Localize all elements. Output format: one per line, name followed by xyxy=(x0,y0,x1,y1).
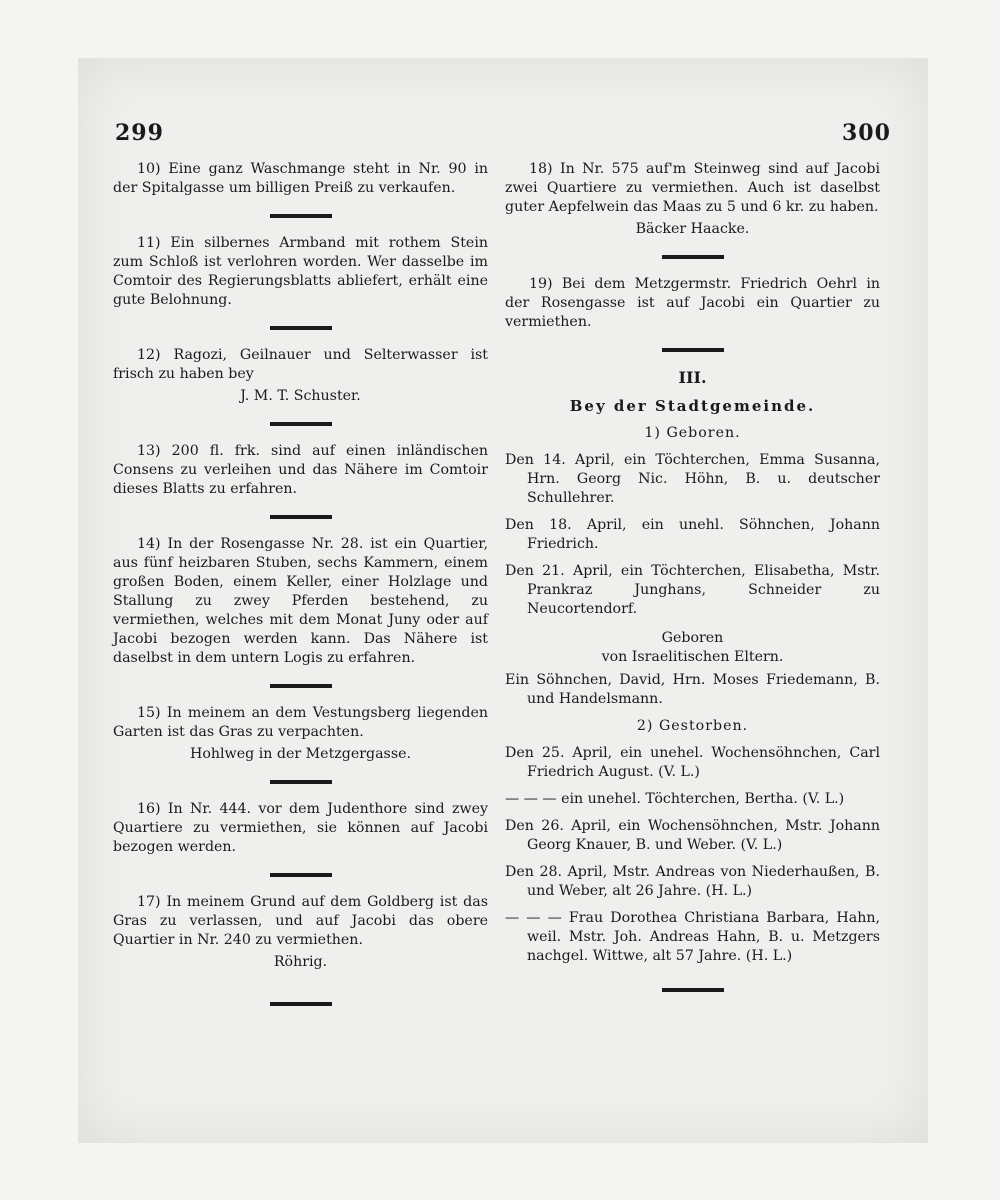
notice-signature: Bäcker Haacke. xyxy=(635,221,750,237)
notice-13 xyxy=(113,442,488,499)
separator-rule xyxy=(270,873,332,877)
death-record: Den 28. April, Mstr. Andreas von Niederhaußen, B. und Weber, alt 26 Jahre. (H. L.) xyxy=(505,864,880,899)
section-number: III. xyxy=(678,368,707,387)
notice-10 xyxy=(113,160,488,198)
notice-text: 12) Ragozi, Geilnauer und Selterwasser ist frisch zu haben bey xyxy=(113,347,488,382)
birth-record: Den 14. April, ein Töchterchen, Emma Susanna, Hrn. Georg Nic. Höhn, B. u. deutscher Schullehrer. xyxy=(505,452,880,506)
separator-rule xyxy=(270,422,332,426)
separator-rule xyxy=(270,515,332,519)
israelite-born-subheading: von Israelitischen Eltern. xyxy=(601,649,784,665)
notice-text: 17) In meinem Grund auf dem Goldberg ist das Gras zu verlassen, und auf Jacobi das obere Quartier in Nr. 240 zu vermiethen. xyxy=(113,894,488,948)
notice-text: 16) In Nr. 444. vor dem Judenthore sind zwey Quartiere zu vermiethen, sie können auf Jacobi bezogen werden. xyxy=(113,801,488,855)
israelite-birth-record: Ein Söhnchen, David, Hrn. Moses Friedemann, B. und Handelsmann. xyxy=(505,672,880,707)
birth-record: Den 18. April, ein unehl. Söhnchen, Johann Friedrich. xyxy=(505,517,880,552)
notice-11 xyxy=(113,234,488,310)
page-number-right: 300 xyxy=(842,120,891,146)
death-record: — — — ein unehel. Töchterchen, Bertha. (V. L.) xyxy=(505,791,845,807)
separator-rule xyxy=(270,326,332,330)
notice-text: 19) Bei dem Metzgermstr. Friedrich Oehrl in der Rosengasse ist auf Jacobi ein Quartier zu vermiethen. xyxy=(505,276,880,330)
notice-signature: Röhrig. xyxy=(273,954,328,970)
notice-14 xyxy=(113,535,488,668)
notice-17 xyxy=(113,893,488,972)
separator-rule xyxy=(662,348,724,352)
birth-record: Den 21. April, ein Töchterchen, Elisabetha, Mstr. Prankraz Junghans, Schneider zu Neucortendorf. xyxy=(505,563,880,617)
notice-18 xyxy=(505,160,880,239)
notice-16 xyxy=(113,800,488,857)
death-record: Den 26. April, ein Wochensöhnchen, Mstr. Johann Georg Knauer, B. und Weber. (V. L.) xyxy=(505,818,880,853)
notice-text: 13) 200 fl. frk. sind auf einen inländischen Consens zu verleihen und das Nähere im Comtoir dieses Blatts zu erfahren. xyxy=(113,443,488,497)
separator-rule xyxy=(270,214,332,218)
bottom-ornament-rule xyxy=(662,988,724,992)
notice-text: 14) In der Rosengasse Nr. 28. ist ein Quartier, aus fünf heizbaren Stuben, sechs Kammern, einem großen Boden, einem Keller, einer Holzlage und Stallung zu zwey Pferden bestehend, zu vermiethen, welches mit dem Monat Juny oder auf Jacobi bezogen werden kann. Das Nähere ist daselbst in dem untern Logis zu erfahren. xyxy=(113,536,488,666)
left-column xyxy=(113,160,488,1022)
notice-text: 11) Ein silbernes Armband mit rothem Stein zum Schloß ist verlohren worden. Wer dasselbe im Comtoir des Regierungsblatts abliefert, erhält eine gute Belohnung. xyxy=(113,235,488,308)
died-heading: 2) Gestorben. xyxy=(636,718,749,734)
separator-rule xyxy=(270,684,332,688)
separator-rule xyxy=(270,780,332,784)
right-column xyxy=(505,160,880,1008)
israelite-born-heading: Geboren xyxy=(661,630,724,646)
page-number-left: 299 xyxy=(115,120,164,146)
notice-19 xyxy=(505,275,880,332)
notice-signature: J. M. T. Schuster. xyxy=(240,388,361,404)
notice-text: 15) In meinem an dem Vestungsberg liegenden Garten ist das Gras zu verpachten. xyxy=(113,705,488,740)
separator-rule xyxy=(662,255,724,259)
death-record: Den 25. April, ein unehel. Wochensöhnchen, Carl Friedrich August. (V. L.) xyxy=(505,745,880,780)
notice-12 xyxy=(113,346,488,406)
bottom-ornament-rule xyxy=(270,1002,332,1006)
section-heading: Bey der Stadtgemeinde. xyxy=(569,397,816,415)
death-record: — — — Frau Dorothea Christiana Barbara, Hahn, weil. Mstr. Joh. Andreas Hahn, B. u. Metzgers nachgel. Wittwe, alt 57 Jahre. (H. L.) xyxy=(505,910,880,964)
born-heading: 1) Geboren. xyxy=(644,425,741,441)
notice-text: 10) Eine ganz Waschmange steht in Nr. 90 in der Spitalgasse um billigen Preiß zu verkaufen. xyxy=(113,161,488,196)
notice-signature: Hohlweg in der Metzgergasse. xyxy=(189,746,412,762)
notice-15 xyxy=(113,704,488,764)
notice-text: 18) In Nr. 575 auf'm Steinweg sind auf Jacobi zwei Quartiere zu vermiethen. Auch ist daselbst guter Aepfelwein das Maas zu 5 und 6 kr. zu haben. xyxy=(505,161,880,215)
